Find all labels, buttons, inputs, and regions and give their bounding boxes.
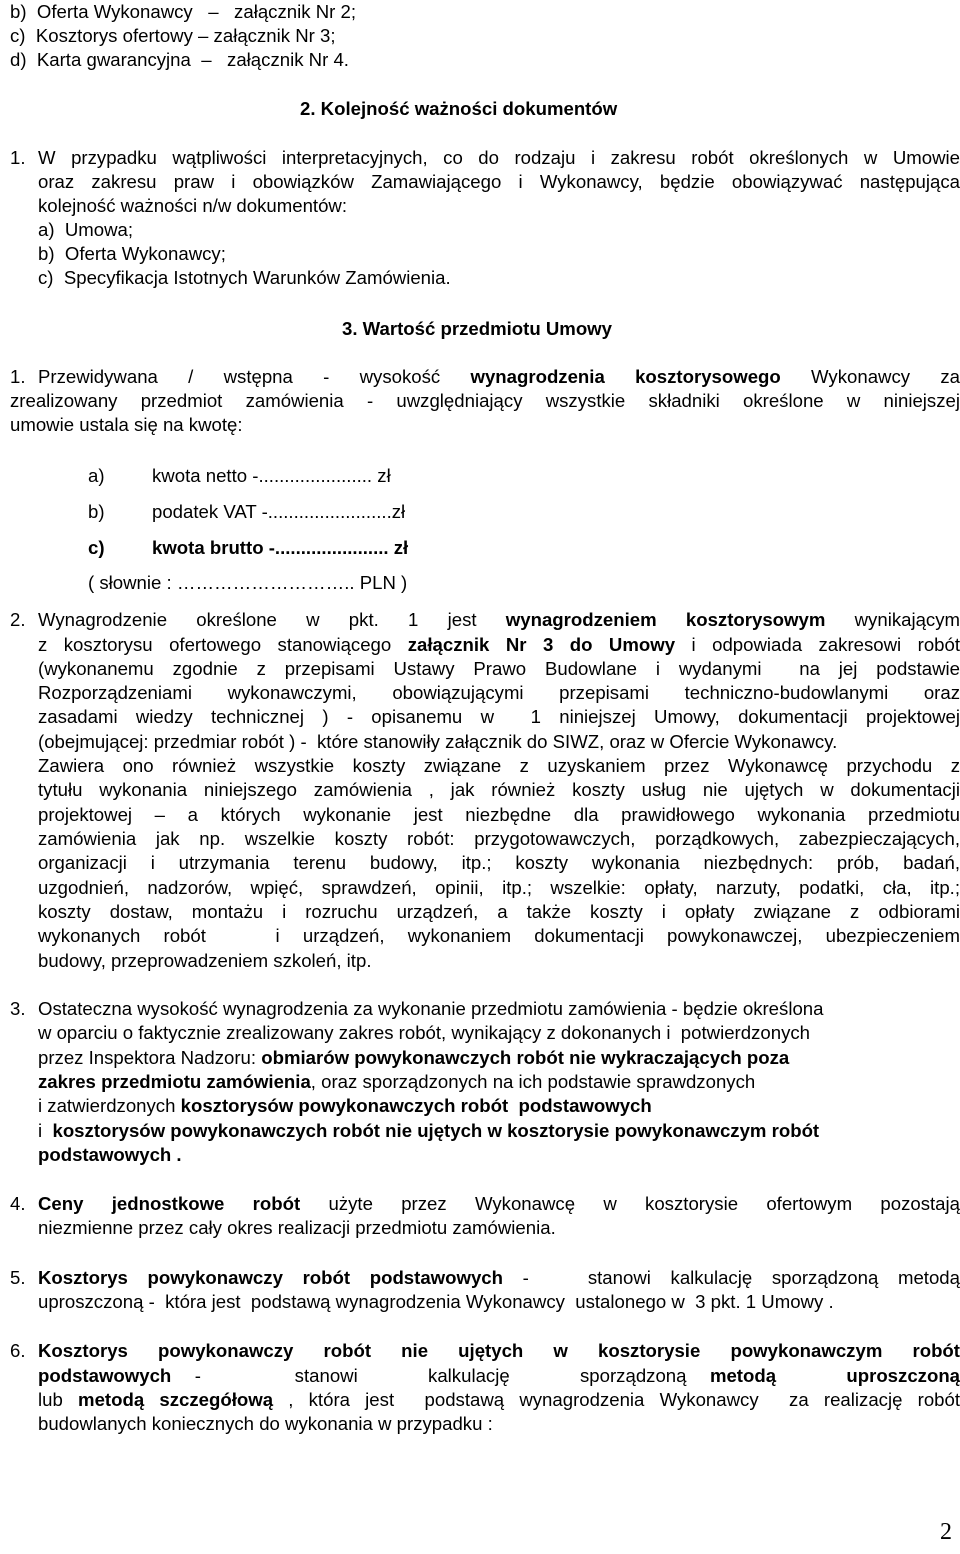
paragraph-line: oraz zakresu praw i obowiązków Zamawiającego i Wykonawcy, będzie obowiązywać następująca: [38, 171, 960, 192]
section-heading: 2. Kolejność ważności dokumentów: [300, 98, 618, 119]
paragraph-line: podstawowych - stanowi kalkulację sporządzoną metodą uproszczoną: [38, 1365, 960, 1386]
list-item: b) Oferta Wykonawcy – załącznik Nr 2;: [10, 1, 356, 22]
item-number: 4.: [10, 1193, 26, 1214]
paragraph-line: uzgodnień, nadzorów, wpięć, sprawdzeń, opinii, itp.; wszelkie: opłaty, narzuty, podatki, cła, itp.;: [38, 877, 960, 898]
paragraph-line: zasadami wiedzy technicznej ) - opisanemu w 1 niniejszej Umowy, dokumentacji projektowej: [38, 706, 960, 727]
list-item: c) Kosztorys ofertowy – załącznik Nr 3;: [10, 25, 336, 46]
list-item: a) Umowa;: [38, 219, 134, 240]
paragraph-line: Ostateczna wysokość wynagrodzenia za wykonanie przedmiotu zamówienia - będzie określona: [38, 998, 824, 1019]
paragraph-line: W przypadku wątpliwości interpretacyjnych, co do rodzaju i zakresu robót określonych w Umowie: [38, 147, 960, 168]
item-number: 3.: [10, 998, 26, 1019]
paragraph-line: lub metodą szczegółową , która jest podstawą wynagrodzenia Wykonawcy za realizację robót: [38, 1389, 960, 1410]
amount-gross: c) kwota brutto -...................... zł: [88, 537, 409, 558]
paragraph-line: i kosztorysów powykonawczych robót nie ujętych w kosztorysie powykonawczym robót: [38, 1120, 820, 1141]
paragraph-line: niezmienne przez cały okres realizacji przedmiotu zamówienia.: [38, 1217, 556, 1238]
paragraph-line: z kosztorysu ofertowego stanowiącego załącznik Nr 3 do Umowy i odpowiada zakresowi robót: [38, 634, 960, 655]
paragraph-line: umowie ustala się na kwotę:: [10, 414, 243, 435]
paragraph-line: Ceny jednostkowe robót użyte przez Wykonawcę w kosztorysie ofertowym pozostają: [38, 1193, 960, 1214]
paragraph-line: i zatwierdzonych kosztorysów powykonawczych robót podstawowych: [38, 1095, 652, 1116]
paragraph-line: koszty dostaw, montażu i rozruchu urządzeń, a także koszty i opłaty związane z odbiorami: [38, 901, 960, 922]
paragraph-line: (wykonanemu zgodnie z przepisami Ustawy Prawo Budowlane i wydanymi na jej podstawie: [38, 658, 960, 679]
item-number: 5.: [10, 1267, 26, 1288]
paragraph-line: projektowej – a których wykonanie jest niezbędne dla prawidłowego wykonania przedmiotu: [38, 804, 960, 825]
paragraph-line: zamówienia jak np. wszelkie koszty robót: przygotowawczych, porządkowych, zabezpieczających,: [38, 828, 960, 849]
item-number: 2.: [10, 609, 26, 630]
amount-in-words: ( słownie : ……………………….. PLN ): [88, 572, 408, 593]
section-heading: 3. Wartość przedmiotu Umowy: [342, 318, 612, 339]
amount-vat: b) podatek VAT -........................zł: [88, 501, 406, 522]
paragraph-line: organizacji i utrzymania terenu budowy, itp.; koszty wykonania niezbędnych: prób, badań,: [38, 852, 960, 873]
paragraph-line: Przewidywana / wstępna - wysokość wynagrodzenia kosztorysowego Wykonawcy za: [38, 366, 960, 387]
paragraph-line: (obejmującej: przedmiar robót ) - które stanowiły załącznik do SIWZ, oraz w Ofercie Wykonawcy.: [38, 731, 838, 752]
paragraph-line: wykonanych robót i urządzeń, wykonaniem dokumentacji powykonawczej, ubezpieczeniem: [38, 925, 960, 946]
paragraph-line: budowlanych koniecznych do wykonania w przypadku :: [38, 1413, 493, 1434]
item-number: 1.: [10, 366, 26, 387]
paragraph-line: Kosztorys powykonawczy robót podstawowych - stanowi kalkulację sporządzoną metodą: [38, 1267, 960, 1288]
page-number: 2: [940, 1519, 952, 1545]
amount-net: a) kwota netto -...................... zł: [88, 465, 391, 486]
paragraph-line: przez Inspektora Nadzoru: obmiarów powykonawczych robót nie wykraczających poza: [38, 1047, 790, 1068]
paragraph-line: budowy, przeprowadzeniem szkoleń, itp.: [38, 950, 372, 971]
paragraph-line: zrealizowany przedmiot zamówienia - uwzględniający wszystkie składniki określone w niniejszej: [10, 390, 960, 411]
list-item: d) Karta gwarancyjna – załącznik Nr 4.: [10, 49, 349, 70]
paragraph-line: tytułu wykonania niniejszego zamówienia , jak również koszty usług nie ujętych w dokumentacji: [38, 779, 960, 800]
paragraph-line: w oparciu o faktycznie zrealizowany zakres robót, wynikający z dokonanych i potwierdzonych: [38, 1022, 811, 1043]
paragraph-line: Rozporządzeniami wykonawczymi, obowiązującymi przepisami techniczno-budowlanymi oraz: [38, 682, 960, 703]
paragraph-line: uproszczoną - która jest podstawą wynagrodzenia Wykonawcy ustalonego w 3 pkt. 1 Umowy .: [38, 1291, 834, 1312]
paragraph-line: Wynagrodzenie określone w pkt. 1 jest wynagrodzeniem kosztorysowym wynikającym: [38, 609, 960, 630]
paragraph-line: podstawowych .: [38, 1144, 182, 1165]
paragraph-line: Zawiera ono również wszystkie koszty związane z uzyskaniem przez Wykonawcę przychodu z: [38, 755, 960, 776]
paragraph-line: zakres przedmiotu zamówienia, oraz sporządzonych na ich podstawie sprawdzonych: [38, 1071, 756, 1092]
item-number: 6.: [10, 1340, 26, 1361]
list-item: c) Specyfikacja Istotnych Warunków Zamówienia.: [38, 267, 451, 288]
paragraph-line: Kosztorys powykonawczy robót nie ujętych w kosztorysie powykonawczym robót: [38, 1340, 960, 1361]
item-number: 1.: [10, 147, 26, 168]
list-item: b) Oferta Wykonawcy;: [38, 243, 226, 264]
paragraph-line: kolejność ważności n/w dokumentów:: [38, 195, 348, 216]
